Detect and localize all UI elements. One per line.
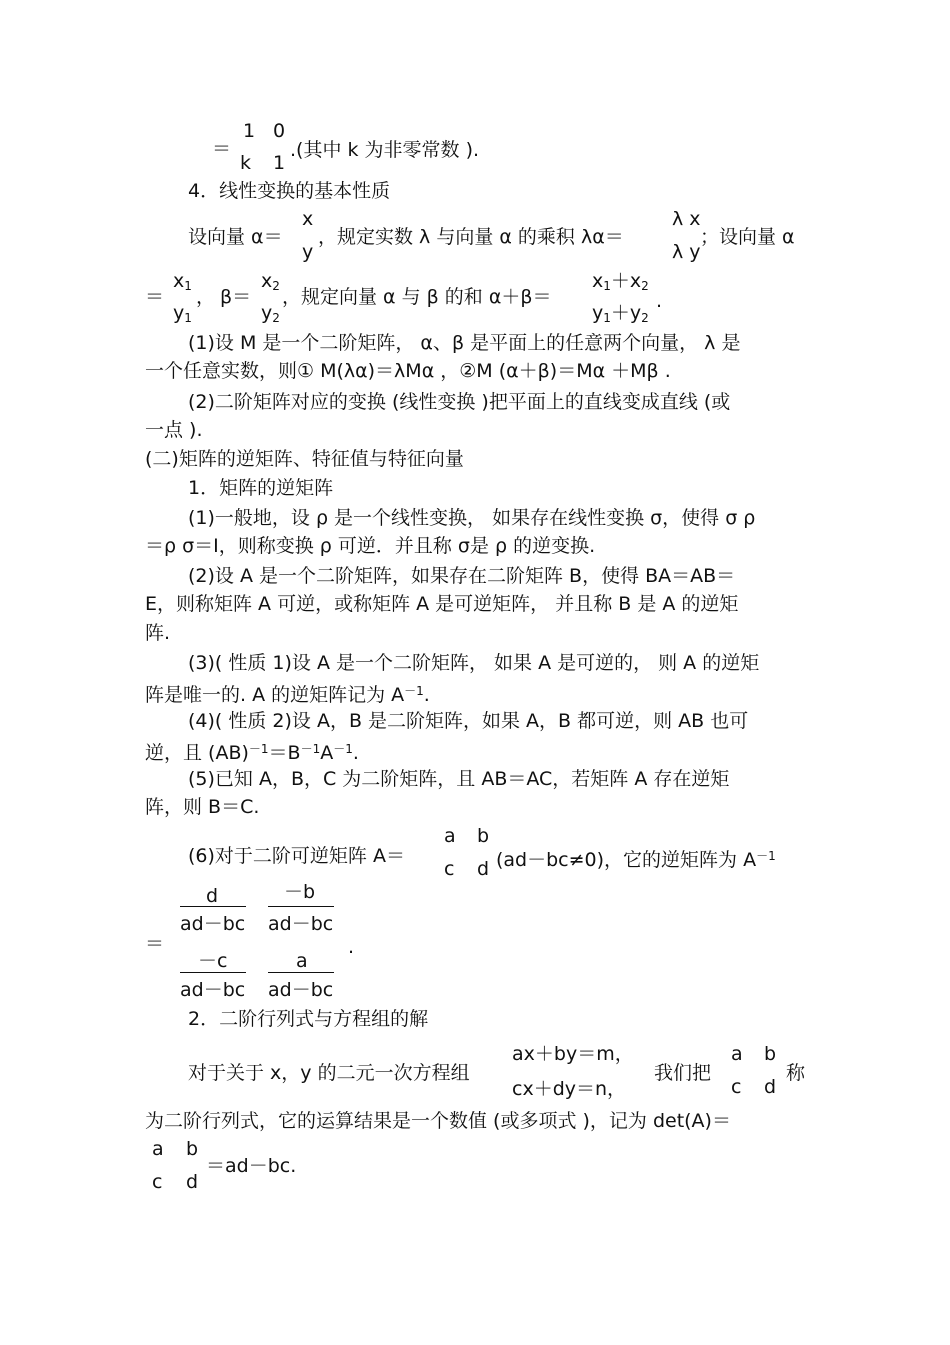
vector-entry: y: [302, 241, 314, 263]
subscript: 2: [641, 311, 649, 325]
matrix-entry: k: [240, 152, 252, 174]
section-heading: 4．线性变换的基本性质: [188, 180, 391, 202]
subscript: 1: [184, 311, 192, 325]
vector-entry: λ x: [672, 208, 701, 230]
text-line: 我们把: [654, 1062, 712, 1084]
fraction-bar: [180, 972, 246, 973]
text-line: (5)已知 A，B，C 为二阶矩阵，且 AB＝AC，若矩阵 A 存在逆矩: [188, 768, 730, 790]
vector-entry: [173, 270, 192, 297]
fraction-denominator: ad－bc: [268, 979, 334, 1001]
matrix-entry: c: [152, 1171, 163, 1193]
fraction-denominator: ad－bc: [180, 913, 246, 935]
subscript: 1: [603, 279, 611, 293]
superscript: －1: [300, 742, 321, 756]
superscript: －1: [248, 742, 269, 756]
matrix-entry: a: [731, 1043, 743, 1065]
fraction-bar: [268, 972, 334, 973]
text-line: 为二阶行列式，它的运算结果是一个数值 (或多项式 )，记为 det(A)＝: [145, 1110, 731, 1132]
text-line: .(其中 k 为非零常数 ).: [290, 139, 480, 161]
var: y: [173, 302, 185, 324]
vector-entry: [261, 270, 280, 297]
fraction-numerator: －b: [284, 881, 316, 903]
superscript: －1: [404, 684, 424, 698]
text-line: (2)二阶矩阵对应的变换 (线性变换 )把平面上的直线变成直线 (或: [188, 391, 731, 413]
section-heading: 1．矩阵的逆矩阵: [188, 477, 334, 499]
matrix-entry: b: [477, 825, 490, 847]
var: ＋x: [610, 270, 642, 292]
text-line: (4)( 性质 2)设 A，B 是二阶矩阵，如果 A，B 都可逆，则 AB 也可: [188, 710, 749, 732]
matrix-entry: d: [764, 1076, 777, 1098]
fraction-denominator: ad－bc: [268, 913, 334, 935]
text-line: [145, 680, 430, 706]
equation: cx＋dy＝n，: [512, 1078, 627, 1100]
fraction-denominator: ad－bc: [180, 979, 246, 1001]
subscript: 1: [184, 279, 192, 293]
equals-sign: ＝: [145, 286, 165, 308]
text-line: 阵.: [145, 622, 171, 644]
text-line: 对于关于 x，y 的二元一次方程组: [188, 1062, 470, 1084]
matrix-entry: 0: [273, 120, 286, 142]
text-line: [496, 845, 776, 871]
var: y: [261, 302, 273, 324]
text-line: (1)设 M 是一个二阶矩阵， α、β 是平面上的任意两个向量， λ 是: [188, 332, 741, 354]
matrix-entry: b: [186, 1138, 199, 1160]
period: .: [656, 290, 663, 312]
superscript: －1: [333, 742, 353, 756]
matrix-entry: b: [764, 1043, 777, 1065]
text: .: [423, 684, 430, 706]
equals-sign: ＝: [145, 933, 165, 955]
vector-entry: [261, 302, 280, 329]
subscript: 2: [641, 279, 649, 293]
section-heading: 2．二阶行列式与方程组的解: [188, 1008, 429, 1030]
fraction-bar: [268, 906, 334, 907]
subscript: 2: [272, 311, 280, 325]
equals-sign: ＝: [212, 138, 232, 160]
matrix-entry: 1: [273, 152, 286, 174]
fraction-numerator: a: [296, 950, 308, 972]
subscript: 1: [603, 311, 611, 325]
text: A: [320, 742, 334, 764]
text-line: [145, 738, 359, 764]
text: .: [352, 742, 359, 764]
comma: ，: [196, 286, 216, 308]
vector-entry: [173, 302, 192, 329]
text-line: ＝ad－bc.: [206, 1155, 297, 1177]
text-line: 设向量 α＝: [188, 226, 283, 248]
text-line: ＝ρ σ＝I，则称变换 ρ 可逆．并且称 σ是 ρ 的逆变换.: [145, 535, 596, 557]
text-line: 称: [786, 1062, 806, 1084]
text: 阵是唯一的. A 的逆矩阵记为 A: [145, 684, 405, 706]
matrix-entry: 1: [243, 120, 256, 142]
text-line: (3)( 性质 1)设 A 是一个二阶矩阵， 如果 A 是可逆的， 则 A 的逆矩: [188, 652, 760, 674]
text: (ad－bc≠0)，它的逆矩阵为 A: [496, 849, 757, 871]
section-heading: (二)矩阵的逆矩阵、特征值与特征向量: [145, 448, 464, 470]
var: y: [592, 302, 604, 324]
matrix-entry: a: [444, 825, 456, 847]
superscript: －1: [756, 849, 776, 863]
text-line: (2)设 A 是一个二阶矩阵，如果存在二阶矩阵 B，使得 BA＝AB＝: [188, 565, 736, 587]
vector-entry: [592, 302, 649, 329]
var: ＋y: [610, 302, 642, 324]
matrix-entry: d: [477, 858, 490, 880]
subscript: 2: [272, 279, 280, 293]
text-line: 一个任意实数，则① M(λα)＝λMα ，②M (α＋β)＝Mα ＋Mβ .: [145, 360, 671, 382]
text: ＝B: [268, 742, 301, 764]
var: x: [173, 270, 185, 292]
vector-entry: x: [302, 208, 314, 230]
var: x: [592, 270, 604, 292]
fraction-numerator: －c: [198, 950, 228, 972]
text-line: β＝: [220, 286, 252, 308]
period: .: [348, 936, 355, 958]
vector-entry: [592, 270, 649, 297]
matrix-entry: d: [186, 1171, 199, 1193]
text-line: ，规定实数 λ 与向量 α 的乘积 λα＝: [318, 226, 624, 248]
matrix-entry: a: [152, 1138, 164, 1160]
text-line: ，规定向量 α 与 β 的和 α＋β＝: [282, 286, 552, 308]
text-line: (1)一般地，设 ρ 是一个线性变换， 如果存在线性变换 σ，使得 σ ρ: [188, 507, 756, 529]
text-line: 一点 ).: [145, 419, 203, 441]
matrix-entry: c: [444, 858, 455, 880]
text-line: E，则称矩阵 A 可逆，或称矩阵 A 是可逆矩阵， 并且称 B 是 A 的逆矩: [145, 593, 739, 615]
equation: ax＋by＝m，: [512, 1043, 634, 1065]
text: 逆，且 (AB): [145, 742, 249, 764]
text-line: 阵，则 B＝C.: [145, 796, 260, 818]
vector-entry: λ y: [672, 241, 701, 263]
var: x: [261, 270, 273, 292]
text-line: (6)对于二阶可逆矩阵 A＝: [188, 845, 405, 867]
matrix-entry: c: [731, 1076, 742, 1098]
text-line: ；设向量 α: [700, 226, 795, 248]
fraction-numerator: d: [206, 885, 219, 907]
fraction-bar: [180, 906, 246, 907]
